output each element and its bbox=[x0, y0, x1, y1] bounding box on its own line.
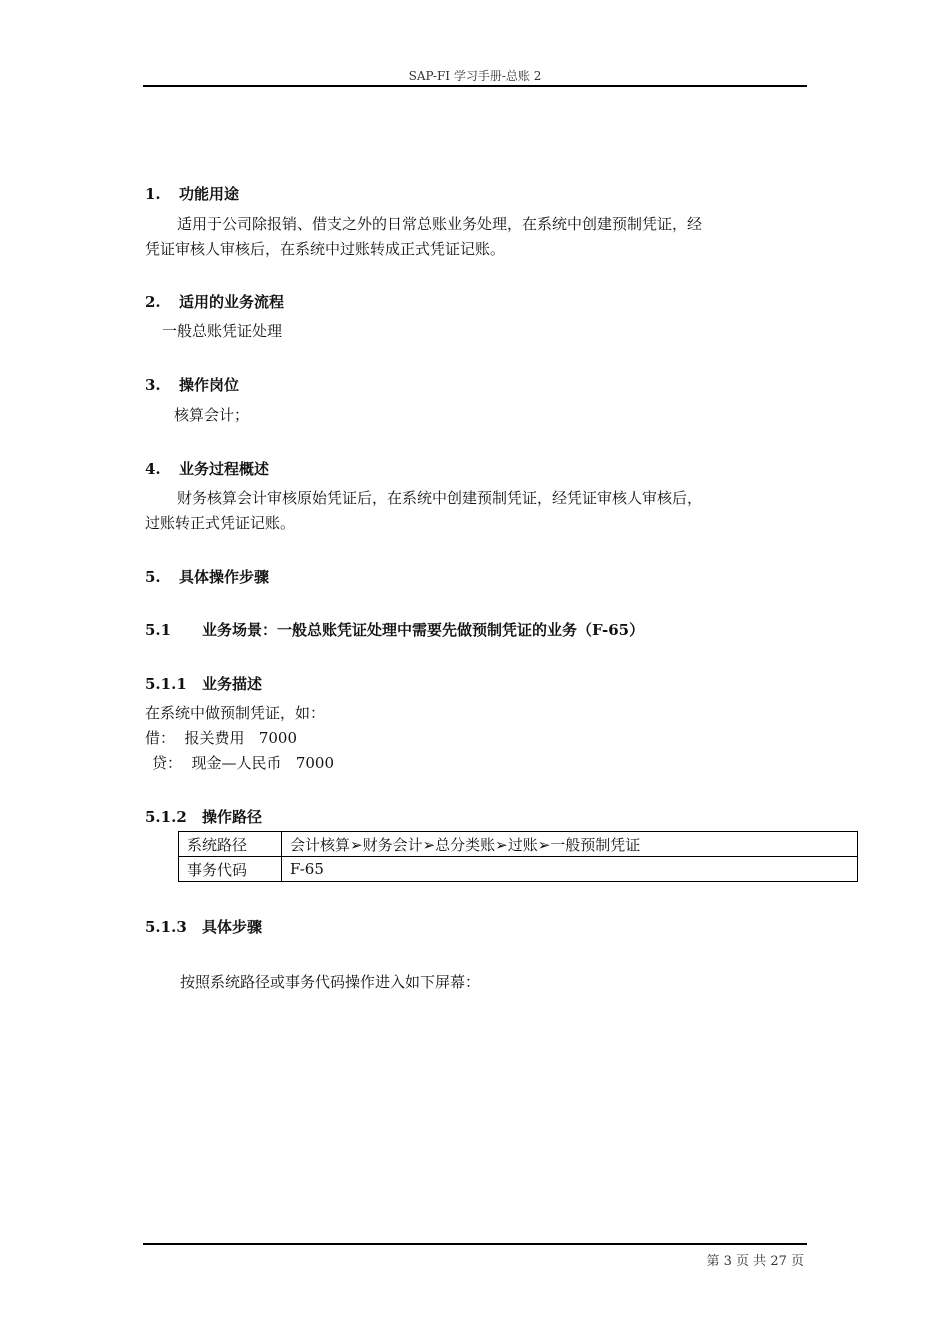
section-number: 5. bbox=[145, 568, 161, 586]
footer-rule bbox=[143, 1243, 807, 1245]
section-title: 适用的业务流程 bbox=[179, 293, 285, 311]
section-1-heading bbox=[145, 183, 239, 204]
table-value-cell: F-65 bbox=[282, 857, 858, 882]
section-title: 具体操作步骤 bbox=[179, 568, 270, 586]
section-title: 操作路径 bbox=[202, 808, 263, 826]
debit-line: 借： 报关费用 7000 bbox=[145, 729, 298, 747]
paragraph-line: 一般总账凭证处理 bbox=[162, 322, 283, 340]
section-title: 业务场景：一般总账凭证处理中需要先做预制凭证的业务（F-65） bbox=[202, 621, 645, 639]
paragraph-line: 在系统中做预制凭证，如： bbox=[145, 704, 326, 722]
header-rule bbox=[143, 85, 807, 87]
section-number: 3. bbox=[145, 376, 161, 394]
operation-path-table bbox=[178, 831, 858, 882]
section-number: 5.1.3 bbox=[145, 918, 187, 936]
section-5-1-1-heading bbox=[145, 673, 262, 694]
section-5-1-3-heading bbox=[145, 916, 262, 937]
page-header-title: SAP-FI 学习手册-总账 2 bbox=[408, 69, 542, 83]
table-key-cell: 事务代码 bbox=[179, 857, 282, 882]
paragraph-line: 适用于公司除报销、借支之外的日常总账业务处理，在系统中创建预制凭证，经 bbox=[177, 215, 703, 233]
section-title: 业务过程概述 bbox=[179, 460, 270, 478]
section-number: 5.1.2 bbox=[145, 808, 187, 826]
section-title: 功能用途 bbox=[179, 185, 240, 203]
section-title: 业务描述 bbox=[202, 675, 263, 693]
section-number: 1. bbox=[145, 185, 161, 203]
section-title: 操作岗位 bbox=[179, 376, 240, 394]
paragraph-line: 核算会计； bbox=[174, 406, 250, 424]
table-row bbox=[179, 832, 858, 857]
section-title: 具体步骤 bbox=[202, 918, 263, 936]
paragraph-line: 按照系统路径或事务代码操作进入如下屏幕： bbox=[180, 973, 481, 991]
section-4-heading bbox=[145, 458, 269, 479]
section-number: 5.1 bbox=[145, 621, 172, 639]
section-number: 5.1.1 bbox=[145, 675, 187, 693]
section-5-heading bbox=[145, 566, 269, 587]
table-value-cell: 会计核算➢财务会计➢总分类账➢过账➢一般预制凭证 bbox=[282, 832, 858, 857]
section-3-heading bbox=[145, 374, 239, 395]
table-row bbox=[179, 857, 858, 882]
section-2-heading bbox=[145, 291, 284, 312]
page-number: 第 3 页 共 27 页 bbox=[706, 1254, 804, 1269]
section-5-1-2-heading bbox=[145, 806, 262, 827]
section-number: 4. bbox=[145, 460, 161, 478]
credit-line: 贷： 现金—人民币 7000 bbox=[152, 754, 335, 772]
paragraph-line: 凭证审核人审核后，在系统中过账转成正式凭证记账。 bbox=[145, 240, 506, 258]
table-key-cell: 系统路径 bbox=[179, 832, 282, 857]
paragraph-line: 财务核算会计审核原始凭证后，在系统中创建预制凭证，经凭证审核人审核后， bbox=[177, 489, 703, 507]
section-number: 2. bbox=[145, 293, 161, 311]
paragraph-line: 过账转正式凭证记账。 bbox=[145, 514, 296, 532]
section-5-1-heading bbox=[145, 619, 644, 640]
